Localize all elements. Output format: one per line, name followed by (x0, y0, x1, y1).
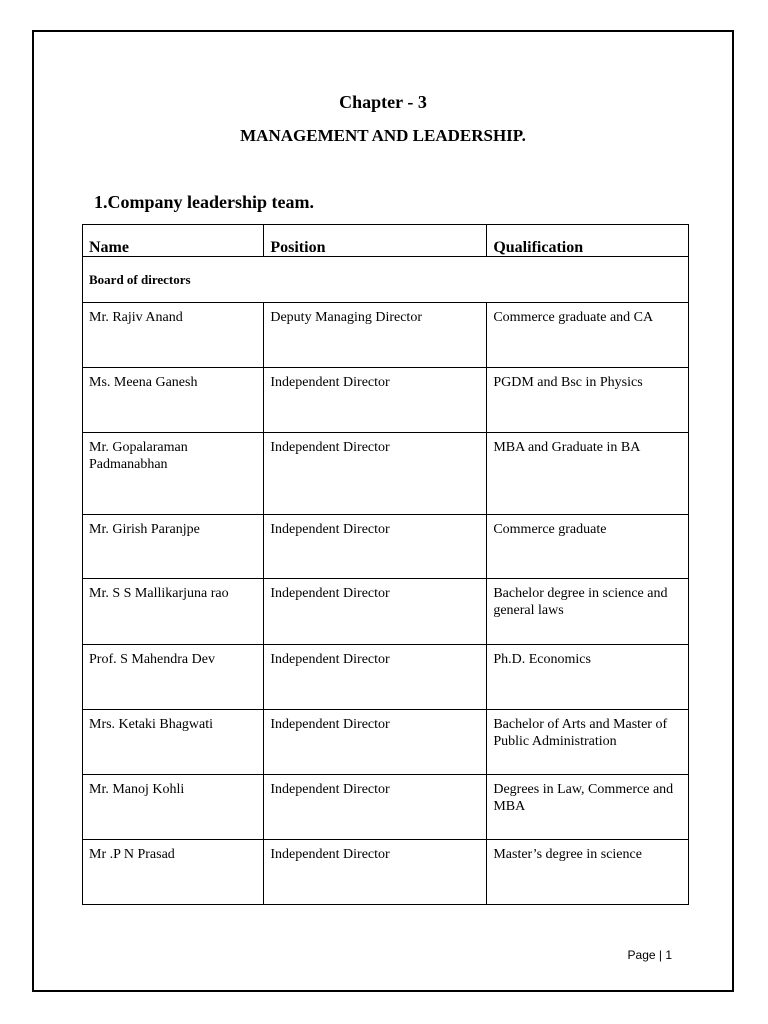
cell-name: Mr. Manoj Kohli (83, 775, 264, 840)
table-row (83, 515, 689, 579)
leadership-table (82, 224, 689, 905)
table-row (83, 303, 689, 368)
table-header-row (83, 225, 689, 257)
cell-position: Independent Director (264, 433, 487, 515)
group-label: Board of directors (83, 257, 689, 303)
cell-qualification: Bachelor of Arts and Master of Public Administration (487, 710, 689, 775)
cell-position: Independent Director (264, 710, 487, 775)
table-row (83, 433, 689, 515)
cell-position: Independent Director (264, 645, 487, 710)
cell-qualification: Commerce graduate and CA (487, 303, 689, 368)
cell-position: Independent Director (264, 579, 487, 645)
chapter-title: MANAGEMENT AND LEADERSHIP. (240, 126, 526, 145)
cell-name: Mr. Rajiv Anand (83, 303, 264, 368)
cell-position: Deputy Managing Director (264, 303, 487, 368)
table-group-row (83, 257, 689, 303)
cell-qualification: MBA and Graduate in BA (487, 433, 689, 515)
column-header-qualification: Qualification (487, 225, 689, 257)
cell-qualification: Ph.D. Economics (487, 645, 689, 710)
table-row (83, 775, 689, 840)
cell-name: Ms. Meena Ganesh (83, 368, 264, 433)
cell-qualification: Degrees in Law, Commerce and MBA (487, 775, 689, 840)
cell-name: Mr. Girish Paranjpe (83, 515, 264, 579)
cell-name: Mr .P N Prasad (83, 840, 264, 905)
cell-qualification: Master’s degree in science (487, 840, 689, 905)
cell-qualification: Commerce graduate (487, 515, 689, 579)
section-heading: 1.Company leadership team. (94, 192, 314, 212)
table-row (83, 579, 689, 645)
table-row (83, 710, 689, 775)
cell-name: Mrs. Ketaki Bhagwati (83, 710, 264, 775)
table-row (83, 645, 689, 710)
cell-name: Mr. Gopalaraman Padmanabhan (83, 433, 264, 515)
column-header-position: Position (264, 225, 487, 257)
cell-qualification: Bachelor degree in science and general laws (487, 579, 689, 645)
document-page (32, 30, 734, 992)
cell-position: Independent Director (264, 368, 487, 433)
cell-position: Independent Director (264, 515, 487, 579)
cell-name: Mr. S S Mallikarjuna rao (83, 579, 264, 645)
page-number: Page | 1 (627, 948, 672, 962)
chapter-heading: Chapter - 3 (339, 92, 427, 112)
column-header-name: Name (83, 225, 264, 257)
cell-qualification: PGDM and Bsc in Physics (487, 368, 689, 433)
table-row (83, 840, 689, 905)
table-row (83, 368, 689, 433)
cell-name: Prof. S Mahendra Dev (83, 645, 264, 710)
cell-position: Independent Director (264, 775, 487, 840)
cell-position: Independent Director (264, 840, 487, 905)
